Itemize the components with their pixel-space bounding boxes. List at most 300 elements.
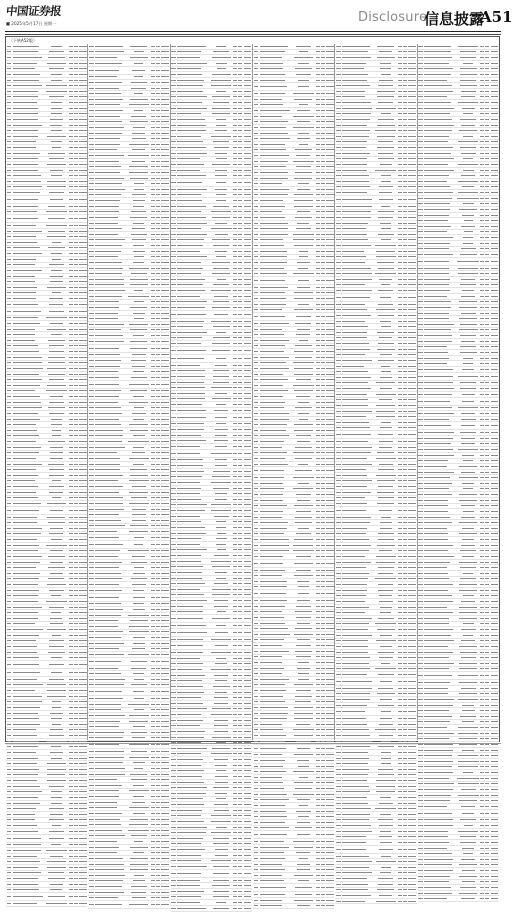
text-line [244, 510, 252, 511]
text-line [151, 609, 155, 610]
text-line [161, 751, 169, 752]
text-line [238, 896, 242, 897]
text-line [13, 130, 39, 131]
text-line [336, 522, 341, 523]
text-line [316, 880, 320, 881]
text-line [79, 74, 87, 75]
text-line [13, 786, 40, 787]
text-line [151, 116, 155, 117]
text-line [89, 161, 94, 162]
text-line [171, 493, 176, 494]
text-line [95, 200, 120, 201]
text-line [326, 713, 334, 714]
text-line [326, 894, 334, 895]
text-line [69, 903, 73, 904]
text-line [398, 550, 402, 551]
text-line [130, 620, 148, 621]
text-line [161, 691, 169, 692]
text-line [156, 497, 160, 498]
text-line [376, 416, 395, 417]
text-line [69, 664, 73, 665]
text-line [171, 279, 176, 280]
text-line [7, 640, 12, 641]
text-line [151, 556, 155, 557]
text-line [79, 242, 87, 243]
text-line [254, 645, 259, 646]
text-line [13, 573, 40, 574]
text-line [342, 441, 368, 442]
text-line [336, 63, 341, 64]
text-line [398, 681, 402, 682]
text-line [336, 411, 341, 412]
text-line [161, 779, 169, 780]
text-line [50, 458, 63, 459]
text-line [156, 377, 160, 378]
text-line [89, 790, 94, 791]
text-line [398, 332, 402, 333]
text-line [133, 396, 144, 397]
text-line [342, 181, 369, 182]
text-line [403, 349, 407, 350]
text-line [378, 539, 394, 540]
text-line [238, 594, 242, 595]
text-line [260, 189, 289, 190]
text-line [151, 262, 155, 263]
text-line [7, 503, 12, 504]
text-line [151, 790, 155, 791]
text-line [408, 623, 416, 624]
text-line [233, 572, 237, 573]
text-line [79, 170, 87, 171]
text-line [69, 774, 73, 775]
text-line [326, 304, 334, 305]
text-line [336, 607, 341, 608]
text-line [254, 357, 259, 358]
text-line [377, 545, 395, 546]
text-line [177, 583, 205, 584]
text-line [95, 194, 121, 195]
text-line [74, 91, 78, 92]
text-line [7, 51, 12, 52]
text-line [13, 838, 41, 839]
text-line [380, 68, 391, 69]
text-line [177, 296, 200, 297]
text-line [244, 96, 252, 97]
text-line [69, 270, 73, 271]
text-line [294, 684, 313, 685]
text-line [89, 116, 94, 117]
text-line [233, 136, 237, 137]
text-line [52, 430, 61, 431]
text-line [342, 545, 371, 546]
text-line [74, 379, 78, 380]
text-line [216, 91, 225, 92]
text-line [238, 600, 242, 601]
text-line [161, 464, 169, 465]
text-line [129, 531, 148, 532]
text-line [297, 441, 310, 442]
text-line [132, 161, 145, 162]
text-line [408, 377, 416, 378]
text-line [161, 620, 169, 621]
text-line [7, 357, 12, 358]
text-line [95, 93, 121, 94]
text-line [51, 175, 62, 176]
text-line [161, 307, 169, 308]
text-line [156, 452, 160, 453]
text-line [297, 211, 310, 212]
text-line [336, 268, 341, 269]
text-line [89, 104, 94, 105]
text-line [89, 262, 94, 263]
text-line [95, 691, 122, 692]
text-line [295, 345, 312, 346]
text-line [398, 234, 402, 235]
text-line [156, 419, 160, 420]
text-line [177, 429, 204, 430]
text-line [50, 510, 62, 511]
text-line [134, 407, 144, 408]
text-line [51, 141, 63, 142]
text-line [244, 572, 252, 573]
text-line [151, 880, 155, 881]
text-line [95, 335, 123, 336]
text-line [296, 656, 311, 657]
text-line [408, 268, 416, 269]
text-line [336, 601, 341, 602]
text-line [133, 673, 144, 674]
text-line [233, 759, 237, 760]
text-line [128, 704, 149, 705]
text-line [294, 424, 312, 425]
text-line [49, 590, 64, 591]
text-line [151, 620, 155, 621]
text-line [321, 419, 325, 420]
text-line [49, 345, 65, 346]
text-line [130, 217, 147, 218]
text-line [233, 663, 237, 664]
text-line [69, 746, 73, 747]
text-line [342, 102, 371, 103]
text-line [79, 867, 87, 868]
text-line [177, 645, 203, 646]
text-line [398, 113, 402, 114]
text-line [130, 864, 148, 865]
text-line [342, 343, 369, 344]
text-line [408, 475, 416, 476]
text-line [380, 223, 391, 224]
text-line [316, 99, 320, 100]
text-line [254, 323, 259, 324]
text-line [342, 382, 368, 383]
text-line [321, 511, 325, 512]
text-line [156, 127, 160, 128]
text-line [336, 130, 341, 131]
text-line [74, 68, 78, 69]
text-line [156, 819, 160, 820]
text-line [408, 629, 416, 630]
text-line [377, 262, 394, 263]
text-line [215, 782, 228, 783]
text-line [161, 550, 169, 551]
text-line [49, 304, 63, 305]
text-line [342, 584, 367, 585]
text-line [316, 575, 320, 576]
text-line [7, 396, 12, 397]
text-line [177, 810, 201, 811]
text-line [177, 476, 202, 477]
text-line [403, 434, 407, 435]
text-line [177, 493, 200, 494]
text-line [244, 435, 252, 436]
text-line [233, 321, 237, 322]
text-line [321, 464, 325, 465]
text-line [260, 639, 284, 640]
text-line [342, 337, 367, 338]
text-line [254, 741, 259, 742]
text-line [13, 690, 35, 691]
text-line [95, 864, 124, 865]
text-line [233, 770, 237, 771]
text-line [254, 905, 259, 906]
text-line [79, 441, 87, 442]
text-line [238, 228, 242, 229]
text-line [376, 640, 397, 641]
text-line [244, 504, 252, 505]
text-line [161, 673, 169, 674]
text-line [151, 377, 155, 378]
text-line [89, 615, 94, 616]
text-line [336, 245, 341, 246]
text-line [79, 774, 87, 775]
text-line [233, 465, 237, 466]
text-line [403, 578, 407, 579]
text-line [398, 273, 402, 274]
text-line [238, 645, 242, 646]
text-line [89, 245, 94, 246]
text-line [13, 861, 41, 862]
text-line [7, 646, 12, 647]
text-line [398, 175, 402, 176]
text-line [47, 696, 65, 697]
text-line [156, 807, 160, 808]
text-line [69, 803, 73, 804]
text-line [238, 561, 242, 562]
table-row [6, 669, 87, 677]
text-line [171, 153, 176, 154]
text-line [294, 900, 312, 901]
text-line [244, 776, 252, 777]
text-line [177, 158, 199, 159]
text-line [151, 407, 155, 408]
text-line [316, 166, 320, 167]
text-line [336, 153, 341, 154]
text-line [336, 74, 341, 75]
text-line [177, 725, 200, 726]
text-line [95, 726, 119, 727]
text-line [95, 413, 123, 414]
text-line [7, 844, 12, 845]
text-line [316, 441, 320, 442]
text-line [79, 231, 87, 232]
text-line [74, 752, 78, 753]
text-line [403, 147, 407, 148]
text-line [238, 737, 242, 738]
text-line [336, 80, 341, 81]
text-line [326, 413, 334, 414]
text-line [7, 419, 12, 420]
text-line [177, 251, 200, 252]
text-line [326, 155, 334, 156]
text-line [254, 822, 259, 823]
table-row [335, 294, 416, 302]
text-line [408, 447, 416, 448]
text-line [69, 424, 73, 425]
text-line [133, 251, 145, 252]
text-line [238, 459, 242, 460]
text-line [336, 674, 341, 675]
text-line [177, 273, 201, 274]
text-line [69, 147, 73, 148]
text-line [79, 259, 87, 260]
text-line [403, 382, 407, 383]
text-line [316, 533, 320, 534]
text-line [171, 102, 176, 103]
text-line [321, 390, 325, 391]
text-line [238, 538, 242, 539]
text-line [244, 387, 252, 388]
text-line [260, 402, 286, 403]
text-line [295, 217, 312, 218]
text-line [408, 245, 416, 246]
text-line [321, 617, 325, 618]
text-line [171, 708, 176, 709]
text-line [321, 329, 325, 330]
text-line [316, 262, 320, 263]
text-line [69, 253, 73, 254]
text-line [156, 544, 160, 545]
text-line [177, 611, 203, 612]
text-line [156, 796, 160, 797]
text-line [171, 880, 176, 881]
text-line [213, 891, 229, 892]
text-line [326, 696, 334, 697]
text-line [51, 797, 63, 798]
text-line [156, 149, 160, 150]
table-row [335, 678, 416, 686]
text-line [244, 583, 252, 584]
text-line [244, 896, 252, 897]
text-line [48, 218, 64, 219]
text-line [79, 270, 87, 271]
text-line [254, 748, 259, 749]
text-line [244, 692, 252, 693]
text-line [254, 656, 259, 657]
text-line [7, 247, 12, 248]
text-line [130, 307, 147, 308]
text-line [398, 539, 402, 540]
text-line [212, 594, 229, 595]
text-line [216, 658, 226, 659]
text-line [336, 652, 341, 653]
text-line [403, 309, 407, 310]
text-line [133, 447, 144, 448]
text-line [244, 804, 252, 805]
text-line [403, 234, 407, 235]
text-line [7, 175, 12, 176]
text-line [171, 632, 176, 633]
text-line [89, 757, 94, 758]
text-line [254, 458, 259, 459]
text-line [74, 640, 78, 641]
text-line [13, 74, 41, 75]
text-line [260, 292, 285, 293]
text-line [156, 256, 160, 257]
text-line [298, 766, 309, 767]
text-line [7, 517, 12, 518]
text-line [130, 430, 148, 431]
text-line [238, 697, 242, 698]
text-line [132, 228, 145, 229]
text-line [89, 447, 94, 448]
text-line [177, 753, 201, 754]
text-line [254, 754, 259, 755]
text-line [293, 385, 313, 386]
text-line [151, 503, 155, 504]
text-line [211, 714, 232, 715]
text-line [171, 896, 176, 897]
text-line [52, 259, 61, 260]
text-line [161, 144, 169, 145]
text-line [156, 830, 160, 831]
text-line [13, 57, 42, 58]
text-line [7, 430, 12, 431]
text-line [74, 113, 78, 114]
text-line [95, 161, 119, 162]
text-line [151, 57, 155, 58]
text-line [260, 316, 285, 317]
text-line [321, 228, 325, 229]
text-line [244, 440, 252, 441]
text-line [326, 539, 334, 540]
text-line [403, 394, 407, 395]
text-line [171, 697, 176, 698]
text-line [89, 273, 94, 274]
text-line [321, 701, 325, 702]
text-line [79, 63, 87, 64]
text-line [177, 153, 206, 154]
text-line [69, 218, 73, 219]
text-line [51, 108, 63, 109]
text-line [151, 691, 155, 692]
text-line [95, 830, 122, 831]
text-line [74, 679, 78, 680]
text-line [177, 440, 206, 441]
text-line [7, 164, 12, 165]
text-line [316, 522, 320, 523]
text-line [95, 525, 125, 526]
text-line [214, 720, 227, 721]
text-line [177, 46, 206, 47]
text-line [238, 544, 242, 545]
text-line [74, 690, 78, 691]
text-line [79, 831, 87, 832]
text-line [297, 822, 311, 823]
text-line [95, 824, 122, 825]
text-line [171, 194, 176, 195]
text-line [379, 657, 393, 658]
text-line [408, 497, 416, 498]
